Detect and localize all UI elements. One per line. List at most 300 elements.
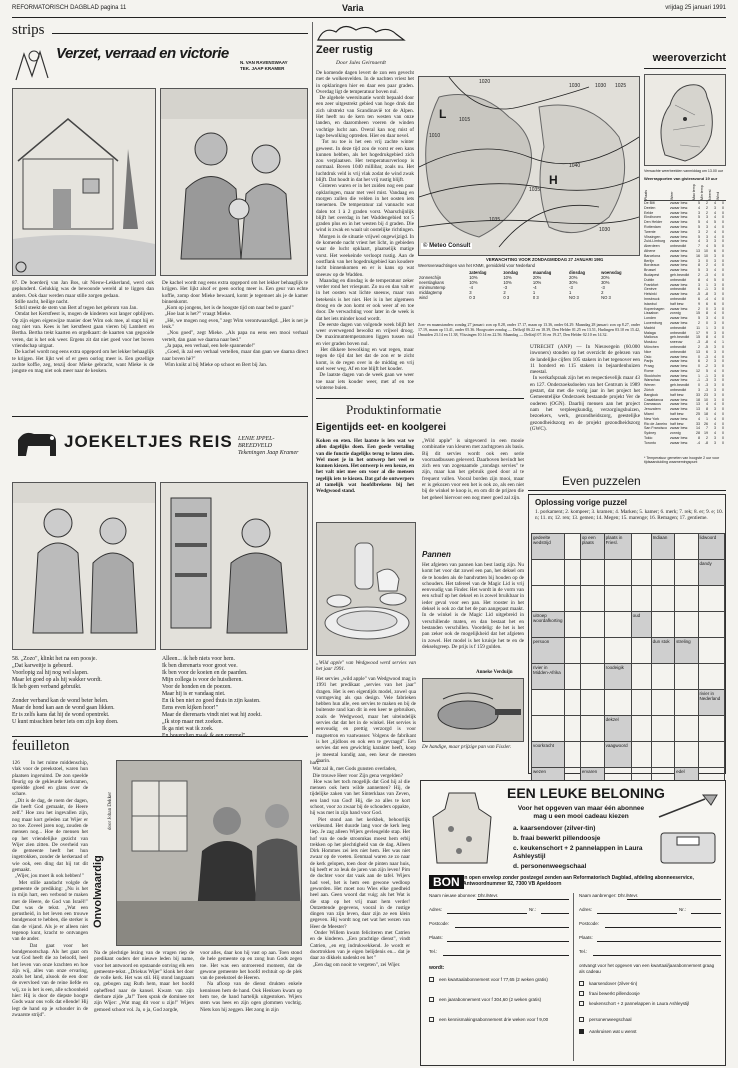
crossword-answer-cell[interactable] [564,534,580,560]
wx-cell: 10 [704,397,708,402]
wx-cell: 0 [722,234,724,239]
wx-cell: 0 [722,330,724,335]
comic1-title: Verzet, verraad en victorie [56,45,229,62]
wx-cell: 4 [714,316,716,321]
pannen-author: Anneke Verduijn [476,670,513,675]
comic2-text-left: 58. „Zozo", klinkt het na een poosje. „Dat karweitje is gebeurd. Voorlopig zal hij nog wel slapen. Maar let goed op als hij wakker wordt. Ik heb geen verband gebruikt. Zonder verband kan de wond beter helen. Maar de hond kan aan de wond gaan likken. Er is zelfs kans dat hij de wond opentrekt. U kunt misschien beter iets om zijn kop doen. [12,656,119,725]
checkbox-icon[interactable] [579,991,584,996]
wx-cell: 13 [696,349,700,354]
gift-option-1[interactable] [579,981,721,991]
wx-cell: zwaar bew. [670,378,688,383]
field-nr-referrer[interactable] [691,913,721,914]
wx-cell: 5 [714,220,716,225]
produkt-text-lower: Het servies „wild apple" van Wedgwood mag in 1991 het predikaat „servies van het jaar" dragen. Het is een eigentijds model, zowel qua vormgeving als qua design. Vele fabrieken hebben hun alle, een servies te maken en bij de buitenste rand kan dit in een keer te gebruiken, zoals de Wedgwood, maar het uiteindelijk servies dat dat het in de winkel. Het servies is eenvoudig en prettig verzorgd is voor magnetron en vaatwasser. Volgens de fabrikant is het „tijdloos en ook een te gevraagd". Een servies dat een gewichtig karakter heeft, koop je meestal kundig aan, een keur de meesten daarin. [316,676,418,764]
gift-option-2[interactable] [579,991,721,1001]
checkbox-icon[interactable] [429,977,434,982]
crossword-answer-cell[interactable] [698,664,725,690]
wx-cell: 2 [706,229,708,234]
field-label: Postcode: [579,921,600,926]
wx-cell: Zürich [644,388,654,393]
wx-cell: 1 [698,373,700,378]
wx-cell: 15 [696,335,700,340]
wx-cell: 0 [722,388,724,393]
crossword-answer-cell[interactable] [651,612,675,638]
wx-cell: 2 [698,320,700,325]
crossword-answer-cell[interactable] [675,534,698,560]
wx-cell: 4 [698,239,700,244]
wx-cell: 3 [714,392,716,397]
crossword-answer-cell[interactable] [580,716,604,742]
wx-cell: 2 [706,201,708,205]
wx-cell: -5 [704,344,708,349]
wx-cell: 0 [722,220,724,225]
wx-cell: 0 [722,248,724,253]
zeer-rustig-text: De komende dagen levert de zon een gevecht met de wolkenvelden. In de nachten vriest het in opklaringen hier en daar een paar graden. Overdag ligt de temperatuur boven nul. De algehele weersituatie wordt bepaald door een zeer uitgestrekt gebied van hoge druk dat zich uitstrekt van Scandinavië tot de Alpen. Het heeft nu de kern ten westen van onze landen, en daaromheen voeren de winden vochtige lucht aan. Overal kan nog mist of lage bewolking optreden. Hier en daar nevel. Tot nu toe is het een vrij zachte winter geweest. In deze tijd zou de vorst er een kans kunnen hebben, als het hogedrukgebied zich zou verplaatsen. Het temperatuurverloop is normaal. Boven 1040 millibar, zoals nu. Het luchtdruk veld is vrij vlak zodat de wind zwak blijft. Dat houdt in dat het vrij rustig blijft. Gisteren waren er in het zuiden nog een paar opklaringen, maar met veel mist. Vandaag en morgen zullen die velden in het oosten iets toenemen. De temperatuur zal vannacht wat dalen tot 1 à 2 graden vorst. Waarschijnlijk blijft het overdag in het Waddengebied tot 5 graden plus en in het westen bij 4 graden. Die wind is zwak en waait uit oostelijke richtingen. Morgen is de situatie vrijwel ongewijzigd. In de komende nacht vriest het licht, in gebieden waar de lucht opklaart, plaatselijk matige vorst. Het weekeinde verloopt rustig. Aan de oostflank van het hogedrukgebied kan koudere lucht binnenkomen en er is kans op wat sneeuw op de Wadden. Maandag en dinsdag is de temperatuur zeker verder rond het vriespunt. Zo nu en dan valt er in het oosten wat lichte sneeuw, maar van betekenis is het niet. Het is in het algemeen droog en de zon komt er ook weer af en toe door. De verwachting voor later in de week is dat het iets minder koud wordt. De eerste dagen van volgende week blijft het weer overwegend bewolkt en vrijwel droog. De maximumtemperaturen liggen tussen nul en vier graden boven nul. Het dikkere bewolking en wat regen, maar tegen de tijd dat het dat de zon er te zicht komt, is de regen over in de middag en vrij snel weer weg. Af en toe blijft het kouder. De laatste dagen van de week gaan we weer toe naar iets kouder weer, met af en toe winterse buien. [316,70,415,391]
crossword-answer-cell[interactable] [631,534,651,560]
wx-cell: 0 [722,344,724,349]
wx-cell: zwaar bew. [670,359,688,364]
feuilleton-photo [116,760,302,946]
gift-option-3[interactable] [579,1001,721,1015]
gift-option-label: personenweegschaal [589,1017,632,1022]
forecast-cell: 0 3 [532,295,539,301]
wx-cell: zwaar bew. [670,316,688,321]
crossword-answer-cell[interactable] [675,742,698,768]
forecast-day-3: dinsdag [569,270,586,275]
wx-cell: 3 [714,388,716,393]
wx-cell: 2 [706,436,708,441]
wx-cell: Luxemburg [644,320,662,325]
wx-cell: 0 [722,349,724,354]
crossword-answer-cell[interactable] [564,638,580,664]
crossword-clue-cell: voorkracht [532,742,565,768]
crossword-answer-cell[interactable] [631,664,651,690]
comic1-text-right: De kachel wordt nog eens extra opgepord om het lekker behaaglijk te krijgen. Het lijkt alsof er geen oorlog meer is. Een geur van echte koffie, zomp door Mieke bewaard, komt je tegemoet als je de kamer binnenkomt. „Kom op jongens, het is de hoogste tijd om naar bed te gaan!" „Hoe laat is het?" vraagt Mieke. „Hè, we mogen nog even," zegt Wim verontwaardigd. „Het is net je leuk." „Nou goed", zegt Mieke. „Als papa nu eens een mooi verhaal vertelt, dan gaan we daarna naar bed." „Ja papa, een verhaal, een hele spannende!" „Goed, ik zal een verhaal vertellen, maar dan gaan we daarna direct naar boven hè?" Wim knikt al bij Mieke op schoot en Bert bij Jan. [162,280,309,368]
wx-cell: 0 [722,210,724,215]
wx-cell: 0 [722,325,724,330]
crossword-answer-cell[interactable] [698,612,725,638]
wx-cell: zonnig [670,311,681,316]
crossword-answer-cell[interactable] [675,716,698,742]
sub-option-3[interactable] [429,1017,569,1033]
field-nr-new[interactable] [541,913,569,914]
wx-cell: -3 [704,354,708,359]
field-label: Plaats: [579,935,593,940]
field-name-referrer[interactable] [627,899,721,900]
wx-cell: 3 [714,253,716,258]
wx-cell: 19 [704,431,708,436]
map-low-marker: L [439,107,447,121]
crossword-answer-cell[interactable] [580,638,604,664]
forecast-row-label: zonneschijn [419,275,442,281]
checkbox-icon[interactable] [429,1017,434,1022]
wx-cell: zwaar bew. [670,253,688,258]
wx-cell: 3 [714,325,716,330]
map-pressure-9: 1030 [599,227,611,233]
crossword-answer-cell[interactable] [675,560,698,586]
map-pressure-0: 1030 [569,83,581,89]
crossword-answer-cell[interactable] [564,560,580,586]
wx-cell: -4 [696,440,700,445]
checkbox-icon[interactable] [579,981,584,986]
field-label: Nr.: [529,907,537,912]
wx-cell: 5 [714,277,716,282]
crossword-answer-cell[interactable] [604,638,631,664]
wx-cell: zwaar bew. [670,292,688,297]
wx-cell: 6 [714,248,716,253]
weeroverzicht-rule [644,68,726,69]
crossword-answer-cell[interactable] [651,560,675,586]
wx-cell: 0 [722,412,724,417]
checkbox-icon[interactable] [579,1001,584,1006]
wx-cell: 0 [722,436,724,441]
wx-cell: De Bilt [644,201,655,205]
map-caption-2: Weersverwachtingen van het KNMI, gemiddeld voor Nederland [418,263,536,268]
wx-cell: 0 [706,320,708,325]
forecast-cell: 20% [569,275,578,281]
field-tel-referrer[interactable] [593,955,721,956]
field-name-new[interactable] [477,899,569,900]
wx-cell: onbewolkt [670,344,687,349]
forecast-cell: NO 3 [569,295,579,301]
sub-option-1[interactable] [429,977,569,993]
wx-cell: 0 [722,354,724,359]
utrecht-text: UTRECHT (ANP) — In Nieuwegein (60.000 inwoners) stonden op het overzicht de gelezen van de landelijke cijfers 105 stakers in het tegenover een 11 honderd en 115 stakers in bejaardenhuizen meestal. In werkafspraak zijn het en respectievelijk maar 43 en 127. Onderzoeksdoelen van het Centrum is 1989 gestart, dat met die vorig jaar in het project het Gemeentelijke Onderzoek bestaande projekt Ver de ouderen (OGN). Daarbij mensen aan het project nam het verpleegkundig, verzorgingshuizen, bezoekers, werk, gezondheidszorg, geestelijke gezondheidszorg en de projekt gezondheidszorg (GWC). [530,344,640,432]
wx-cell: 28 [696,431,700,436]
wx-cell: 0 [706,306,708,311]
wx-cell: 4 [706,402,708,407]
crossword-answer-cell[interactable] [532,586,565,612]
wx-col-neersl: Neersl [708,189,712,200]
gift-option-label: kaarsendover (zilver-tin) [589,981,638,986]
crossword-clue-cell: wezen [532,768,565,794]
field-address-new[interactable] [447,913,527,914]
beloning-title: EEN LEUKE BELONING [507,785,665,801]
crossword-answer-cell[interactable] [631,742,651,768]
crossword-answer-cell[interactable] [651,690,675,716]
wx-cell: zwaar bew. [670,239,688,244]
field-postcode-referrer[interactable] [605,927,721,928]
crossword-answer-cell[interactable] [580,586,604,612]
wx-cell: 16 [696,253,700,258]
map-caption: VERWACHTING VOOR ZONDAGMIDDAG 27 JANUARI 1991 [486,257,604,262]
wx-cell: zwaar bew. [670,229,688,234]
crossword-answer-cell[interactable] [532,690,565,716]
crossword-answer-cell[interactable] [564,612,580,638]
gift-option-label: Aankruisen wat u wenst [589,1029,637,1034]
wx-cell: 0 [722,277,724,282]
crossword-answer-cell[interactable] [698,638,725,664]
wx-col-weer: Weer [670,191,674,200]
crossword-clue-cell: streling [675,638,698,664]
crossword-answer-cell[interactable] [564,742,580,768]
wx-cell: Oslo [644,354,652,359]
crossword-answer-cell[interactable] [675,664,698,690]
crossword-answer-cell[interactable] [631,638,651,664]
wx-cell: 0 [698,354,700,359]
wx-cell: 2 [706,210,708,215]
feuilleton-text-3: voor alles, daar kon hij vast op aan. Toen stond de hele gemeente op en zong hun Gods zegen toe. Het was een ontroerend moment, dat de gewone gemeente het hoofd rechtuit op de plek van de preekstoel de Heeren. Na afloop van de dienst drukten enkele kennissen hem de hand. Ook Henksen kwam op hem toe, de hand hartelijk uitgestoken. Wijers stem was hees en zijn ogen glommen vochtig. Niets kon hij zeggen. Het zong in zijn [200,950,302,1013]
puzzel-solution: 1. porkament; 2. kompeer; 3. kramen; 4. Marken; 5. kamer; 6. merk; 7. rek; 8. er; 9. e; 10. n; 11. m; 12. ren; 13. gemen; 14. Megen; 15. marenge; 16. Remagen; 17. gentieme. [535,509,725,522]
crossword-clue-cell: ervaren [580,768,604,794]
wx-cell: Zuid-Limburg [644,239,666,244]
wx-cell: half bew. [670,421,685,426]
cloud-icon [316,22,406,42]
wx-cell: 2 [706,263,708,268]
produkt-label: Produktinformatie [346,402,442,417]
wx-cell: zwaar bew. [670,416,688,421]
wx-cell: 13 [696,402,700,407]
crossword-clue-cell: dekzel [604,716,631,742]
crossword-answer-cell[interactable] [631,716,651,742]
wx-cell: -5 [696,292,700,297]
wx-cell: 9 [698,301,700,306]
comic1-banner [12,46,308,86]
wx-cell: 0 [722,440,724,445]
crossword-answer-cell[interactable] [651,586,675,612]
crossword-answer-cell[interactable] [698,586,725,612]
wx-cell: 12 [696,368,700,373]
wx-cell: Genève [644,287,657,292]
masthead [12,4,726,16]
zeer-rustig-byline: Door Jules Geirnaerdt [336,60,386,66]
wx-cell: 15 [696,311,700,316]
gift-option-4[interactable] [579,1017,721,1027]
crossword-answer-cell[interactable] [532,716,565,742]
crossword-clue-cell: dandy [698,560,725,586]
wx-cell: 4 [698,205,700,210]
field-address-referrer[interactable] [597,913,677,914]
crossword-answer-cell[interactable] [580,664,604,690]
crossword-answer-cell[interactable] [580,742,604,768]
wx-cell: zwaar bew. [670,224,688,229]
wx-cell: 18 [696,397,700,402]
wx-cell: 6 [698,359,700,364]
wx-cell: 10 [704,248,708,253]
crossword-answer-cell[interactable] [698,742,725,768]
crossword-clue-cell: uitroep woordafkorting [532,612,565,638]
wx-cell: 0 [722,407,724,412]
wx-cell: -2 [704,364,708,369]
wx-cell: Frankfort [644,282,659,287]
field-label: Tel.: [579,949,588,954]
field-label: Naam nieuwe abonnee: Dhr./Mevr. [429,893,499,898]
gift-note: ontvangt voor het opgeven van een kwartaal/jaarabonnement graag als cadeau [579,963,715,974]
crossword-answer-cell[interactable] [698,716,725,742]
wx-table-row [644,441,726,446]
wx-cell: 4 [714,272,716,277]
wx-cell: 0 [722,201,724,205]
wx-cell: 4 [714,296,716,301]
wx-cell: 13 [696,407,700,412]
wx-cell: 3 [706,224,708,229]
crossword-answer-cell[interactable] [604,560,631,586]
wx-cell: 3 [698,210,700,215]
wx-cell: 6 [706,301,708,306]
wx-cell: 6 [714,301,716,306]
bon-divider [573,893,574,1061]
wx-cell: Parijs [644,359,653,364]
wx-cell: 0 [722,263,724,268]
wx-cell: -1 [704,373,708,378]
forecast-cell: -4 [469,285,473,291]
wx-cell: 3 [714,436,716,441]
wx-cell: Damascus [644,402,661,407]
map-pressure-5: 1010 [429,133,441,139]
apron-icon [429,789,495,867]
forecast-table [418,270,640,320]
wx-cell: 11 [696,325,700,330]
crossword-answer-cell[interactable] [631,586,651,612]
wx-cell: Helsinki [644,292,657,297]
strips-label: strips [12,22,45,38]
crossword-answer-cell[interactable] [675,612,698,638]
beloning-item-c: c. keukenschort + 2 pannelappen in Laura Ashleystijl [513,845,643,860]
crossword-clue-cell: op een plaats [580,534,604,560]
wx-cell: 3 [714,440,716,445]
wx-cell: 3 [714,205,716,210]
wx-cell: 0 [722,426,724,431]
comic2-panel-1 [12,482,156,650]
pan-caption: De handige, maar prijzige pan van Fissler. [422,744,512,750]
field-label: Tel.: [429,949,438,954]
wx-cell: onbewolkt [670,244,687,249]
sub-option-2[interactable] [429,997,569,1013]
wx-cell: 23 [704,392,708,397]
comic1-panel-1 [12,88,156,276]
wx-cell: 3 [714,330,716,335]
wx-cell: Den Helder [644,220,663,225]
wx-cell: -8 [704,440,708,445]
wx-cell: zwaar bew. [670,248,688,253]
checkbox-icon[interactable] [579,1017,584,1022]
wx-col-wind: Wind [716,191,720,200]
story-title: Onvolwaardig [92,855,104,928]
map-pressure-2: 1025 [615,83,627,89]
wx-cell: 5 [698,224,700,229]
wx-cell: 0 [722,296,724,301]
wx-cell: 3 [714,407,716,412]
wx-cell: Bordeaux [644,263,660,268]
wx-cell: 4 [698,416,700,421]
wx-cell: Praag [644,364,654,369]
wx-cell: 3 [714,320,716,325]
wx-table-title: Weerrapporten van gisteravond 19 uur [644,176,718,181]
crossword-answer-cell[interactable] [651,742,675,768]
wx-cell: Budapest [644,272,660,277]
sub-option-label: een kwartaalabonnement voor f 77,65 (2 weken gratis) [439,977,548,982]
wx-cell: 5 [714,244,716,249]
wx-cell: zwaar bew. [670,282,688,287]
wx-cell: 4 [714,224,716,229]
crossword-answer-cell[interactable] [631,690,651,716]
wx-cell: zwaar bew. [670,306,688,311]
wx-cell: zwaar bew. [670,268,688,273]
wx-cell: 0 [698,383,700,388]
wx-cell: 0 [722,253,724,258]
forecast-row-label: wind [419,295,428,301]
wx-cell: half bew. [670,412,685,417]
wx-cell: 2 [698,344,700,349]
wx-cell: geh.bewolkt [670,335,690,340]
weeroverzicht-title: weeroverzicht [652,52,726,64]
map-pressure-8: 1035 [489,217,501,223]
crossword-answer-cell[interactable] [675,690,698,716]
column-rule-1 [312,22,313,734]
wx-cell: Eindhoven [644,215,661,220]
weeroverzicht-section [644,52,726,472]
wx-cell: zwaar bew. [670,354,688,359]
crossword-answer-cell[interactable] [604,612,631,638]
strips-section [12,22,308,412]
crossword-answer-cell[interactable] [580,612,604,638]
wx-cell: Stockholm [644,373,661,378]
comic1-banner-art [12,46,56,84]
wx-cell: 7 [706,426,708,431]
crossword-answer-cell[interactable] [604,690,631,716]
wx-cell: 2 [698,272,700,277]
gift-option-instruction [579,1029,721,1039]
wx-cell: 3 [706,234,708,239]
crossword-answer-cell[interactable] [564,664,580,690]
wx-cell: 6 [698,287,700,292]
wx-cell: 9 [706,330,708,335]
forecast-notes: Zon- en maanstanden: zondag 27 januari: zon op 8.28, onder 17.17, maan op 13.36, onder 04.29. Maandag 28 januari: zon op 8.27, onder 17.19, maan op 13.41, onder 05.36. Hoogwater zondag — Delfzijl 06.22 en 18.39, Den Helder 01.25 en 13.51, Harlingen 03.10 en 15.42, IJmuiden 23.14 en 11.38, Vlissingen 10.14 en 22.56. Maandag — Delfzijl 07.16 en 19.27, Den Helder 02.10 en 14.32. [418,322,641,337]
wx-cell: 3 [714,364,716,369]
crossword-answer-cell[interactable] [675,586,698,612]
wx-cell: 0 [722,368,724,373]
field-tel-new[interactable] [443,955,569,956]
wx-cell: 17 [696,330,700,335]
checkbox-icon[interactable] [429,997,434,1002]
comic2-section [12,420,308,739]
crossword-answer-cell[interactable] [564,716,580,742]
wx-cell: 8 [698,436,700,441]
wx-cell: 0 [722,229,724,234]
crossword-answer-cell[interactable] [564,586,580,612]
crossword-answer-cell[interactable] [564,690,580,716]
field-postcode-new[interactable] [455,927,569,928]
crossword-answer-cell[interactable] [651,664,675,690]
wx-cell: 4 [714,229,716,234]
wx-cell: Mallorca [644,335,658,340]
wx-cell: 0 [722,239,724,244]
crossword-answer-cell[interactable] [651,716,675,742]
field-plaats-referrer[interactable] [597,941,721,942]
wx-cell: onbewolkt [670,277,687,282]
crossword-clue-cell: roodeigik [604,664,631,690]
wx-cell: 3 [714,292,716,297]
crossword-answer-cell[interactable] [580,690,604,716]
crossword-answer-cell[interactable] [631,560,651,586]
wx-cell: 6 [698,296,700,301]
wx-cell: onbewolkt [670,287,687,292]
wx-cell: 2 [706,359,708,364]
wx-cell: 3 [706,239,708,244]
wx-cell: Kopenhagen [644,306,665,311]
forecast-day-2: maandag [532,270,552,275]
forecast-row-label: neerslagkans [419,280,444,286]
field-plaats-new[interactable] [447,941,569,942]
nl-map-caption: Verwachte weerbeelden vanmiddag om 13.00 uur [644,169,724,173]
wx-cell: 3 [714,306,716,311]
crossword-answer-cell[interactable] [604,586,631,612]
crossword-answer-cell[interactable] [532,560,565,586]
wx-cell: 0 [722,272,724,277]
wx-cell: 0 [722,421,724,426]
crossword-answer-cell[interactable] [580,560,604,586]
wx-cell: Tokio [644,436,653,441]
